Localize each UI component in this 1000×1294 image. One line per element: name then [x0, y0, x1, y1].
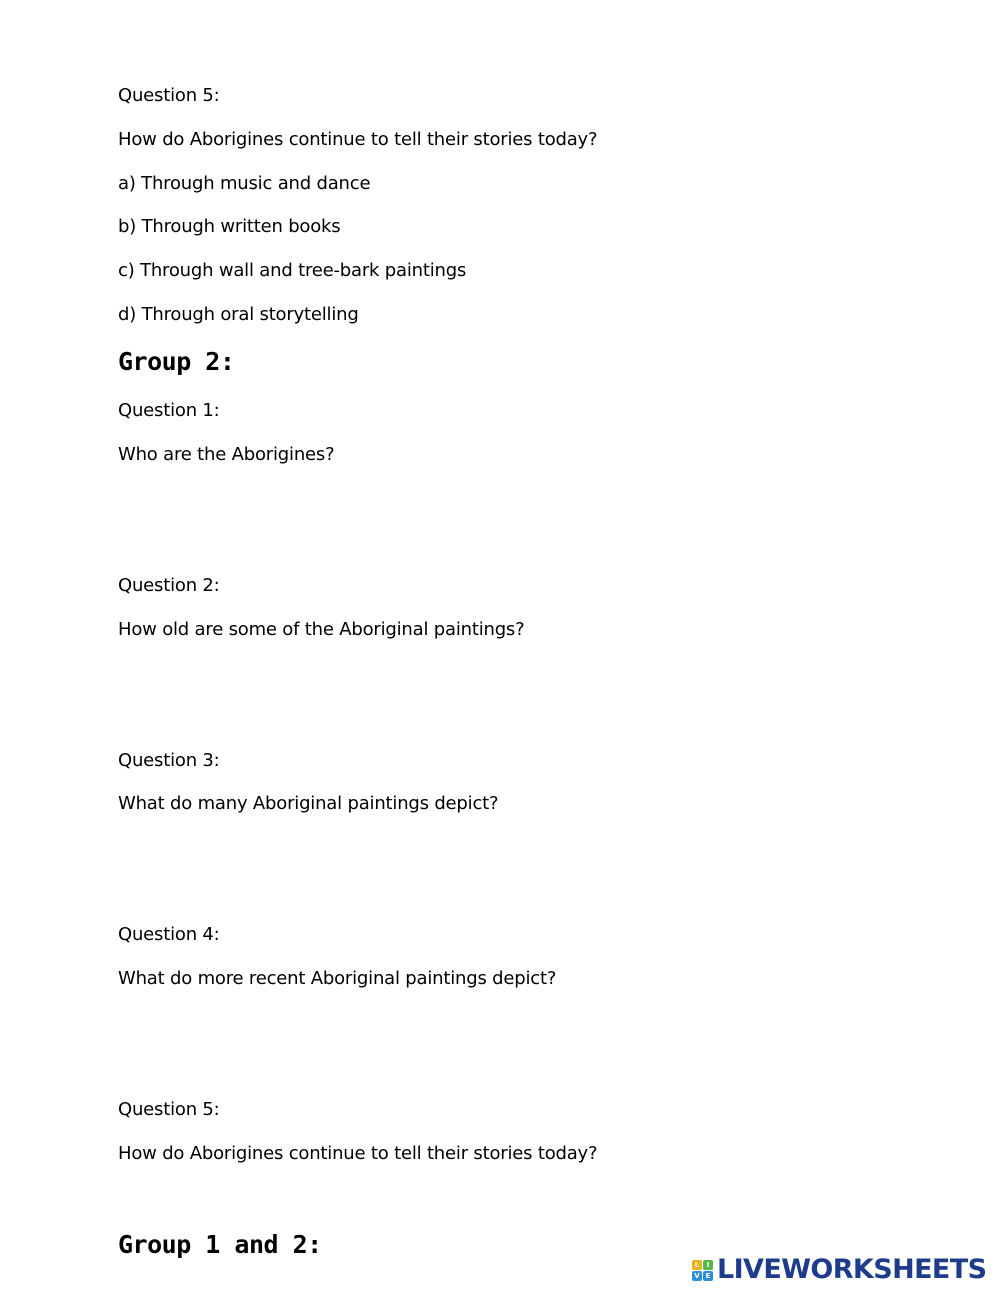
- logo-tile-l: L: [692, 1260, 702, 1270]
- group-1-and-2-heading: Group 1 and 2:: [118, 1230, 322, 1259]
- group-2-heading: Group 2:: [118, 347, 235, 376]
- question-label: Question 3:: [118, 750, 220, 771]
- question-label: Question 4:: [118, 924, 220, 945]
- question-text: How old are some of the Aboriginal paintings?: [118, 619, 525, 640]
- question-text: How do Aborigines continue to tell their stories today?: [118, 1143, 598, 1164]
- question-label: Question 1:: [118, 400, 220, 421]
- logo-tile-v: V: [692, 1271, 702, 1281]
- question-text: Who are the Aborigines?: [118, 444, 335, 465]
- brand-name: LIVEWORKSHEETS: [717, 1254, 987, 1285]
- answer-option[interactable]: a) Through music and dance: [118, 173, 371, 194]
- question-text: What do many Aboriginal paintings depict?: [118, 793, 499, 814]
- question-label: Question 2:: [118, 575, 220, 596]
- liveworksheets-logo: [692, 1255, 986, 1285]
- question-text: How do Aborigines continue to tell their stories today?: [118, 129, 598, 150]
- answer-option[interactable]: d) Through oral storytelling: [118, 304, 359, 325]
- logo-tile-e: E: [703, 1271, 713, 1281]
- question-label: Question 5:: [118, 1099, 220, 1120]
- brand-logo-icon: [692, 1260, 713, 1281]
- logo-tile-i: I: [703, 1260, 713, 1270]
- question-label: Question 5:: [118, 85, 220, 106]
- answer-option[interactable]: b) Through written books: [118, 216, 341, 237]
- question-text: What do more recent Aboriginal paintings depict?: [118, 968, 557, 989]
- answer-option[interactable]: c) Through wall and tree-bark paintings: [118, 260, 467, 281]
